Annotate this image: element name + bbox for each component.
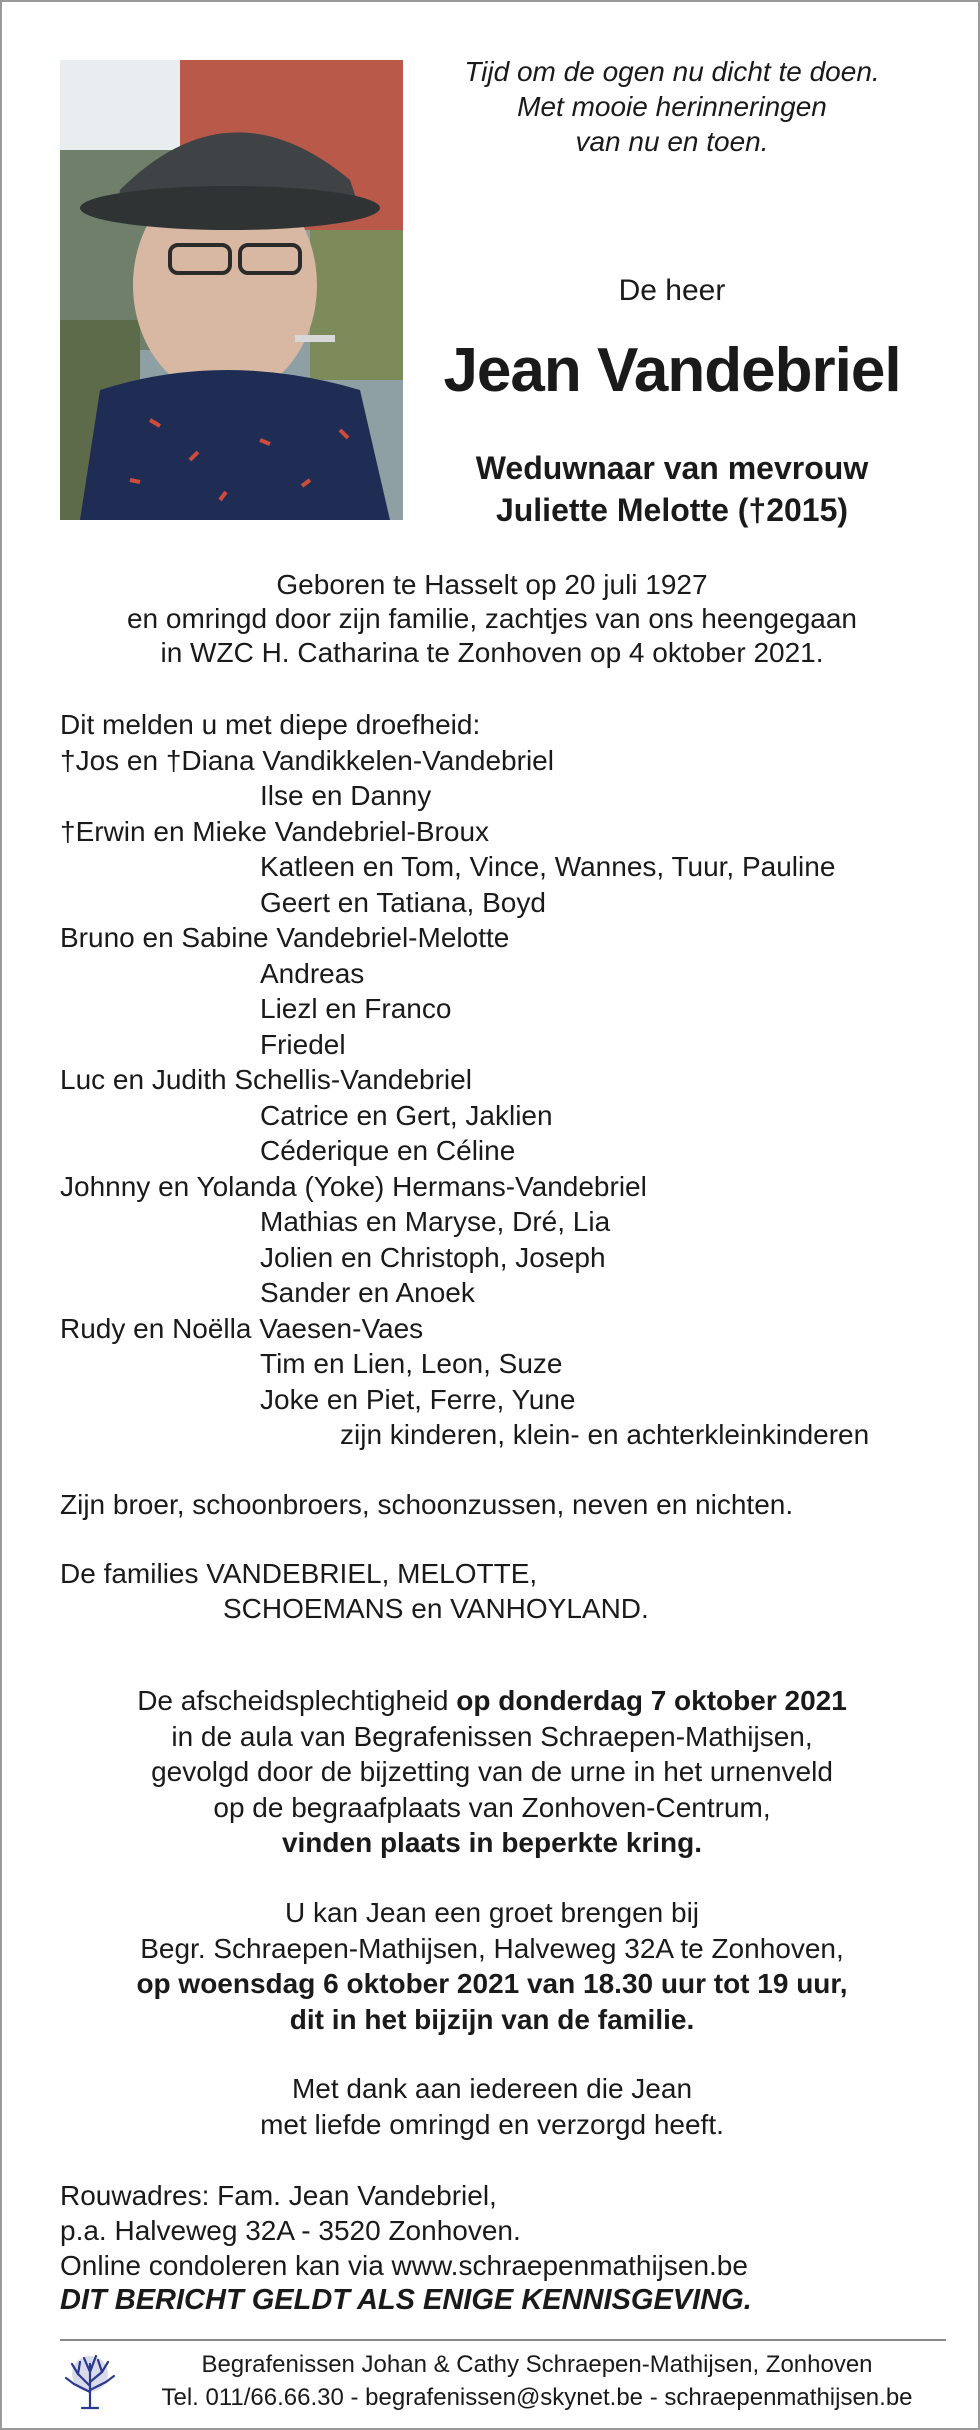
ceremony-line: vinden plaats in beperkte kring.	[281, 1827, 703, 1858]
visit-line: op woensdag 6 oktober 2021 van 18.30 uur tot 19 uur,	[136, 1968, 848, 1999]
siblings: Zijn broer, schoonbroers, schoonzussen, neven en nichten.	[60, 1489, 794, 1520]
family-line: Bruno en Sabine Vandebriel-Melotte	[60, 922, 510, 953]
family-line: Rudy en Noëlla Vaesen-Vaes	[60, 1312, 424, 1344]
deceased-name: Jean Vandebriel	[443, 336, 901, 405]
widower-line: Juliette Melotte (†2015)	[495, 492, 849, 528]
family-list	[60, 707, 960, 1453]
ceremony-line: gevolgd door de bijzetting van de urne in het urnenveld	[151, 1756, 833, 1787]
family-line: zijn kinderen, klein- en achterkleinkinderen	[340, 1419, 870, 1450]
family-line: Geert en Tatiana, Boyd	[260, 886, 546, 918]
family-line: Sander en Anoek	[260, 1277, 475, 1308]
family-line: †Erwin en Mieke Vandebriel-Broux	[60, 815, 490, 847]
family-line: Liezl en Franco	[260, 993, 452, 1024]
ceremony-info	[42, 1683, 942, 1861]
birth-line: en omringd door zijn familie, zachtjes van ons heengegaan	[126, 603, 857, 634]
ceremony-line	[42, 1683, 942, 1719]
ceremony-date: op donderdag 7 oktober 2021	[456, 1685, 847, 1716]
thanks	[42, 2071, 942, 2142]
portrait-illustration	[60, 60, 403, 520]
poem-line: Met mooie herinneringen	[517, 91, 827, 122]
family-line: Catrice en Gert, Jaklien	[260, 1099, 553, 1131]
birth-death-info	[42, 568, 942, 670]
family-line: Jolien en Christoph, Joseph	[260, 1241, 606, 1273]
undertaker-name: Begrafenissen Johan & Cathy Schraepen-Mathijsen, Zonhoven	[201, 2351, 873, 2378]
undertaker-contact: Tel. 011/66.66.30 - begrafenissen@skynet.be - schraepenmathijsen.be	[161, 2384, 913, 2411]
salutation: De heer	[618, 274, 726, 307]
birth-line: Geboren te Hasselt op 20 juli 1927	[276, 569, 708, 600]
tree-logo-icon	[62, 2352, 118, 2410]
widower-line: Weduwnaar van mevrouw	[475, 450, 869, 486]
notice: DIT BERICHT GELDT ALS ENIGE KENNISGEVING.	[60, 2284, 752, 2316]
visit-line: dit in het bijzijn van de familie.	[289, 2003, 695, 2035]
families-line: De families VANDEBRIEL, MELOTTE,	[60, 1558, 538, 1589]
mourning-address	[60, 2178, 960, 2318]
visit-line: U kan Jean een groet brengen bij	[284, 1897, 700, 1928]
ceremony-line: in de aula van Begrafenissen Schraepen-Mathijsen,	[171, 1720, 813, 1752]
family-line: Katleen en Tom, Vince, Wannes, Tuur, Pauline	[260, 851, 836, 882]
ceremony-line: op de begraafplaats van Zonhoven-Centrum,	[213, 1791, 771, 1823]
undertaker-info	[122, 2348, 952, 2414]
thanks-line: met liefde omringd en verzorgd heeft.	[260, 2108, 724, 2140]
families	[60, 1556, 960, 1626]
families-line: SCHOEMANS en VANHOYLAND.	[223, 1593, 649, 1624]
family-line: †Jos en †Diana Vandikkelen-Vandebriel	[60, 744, 554, 776]
family-line: Andreas	[260, 957, 365, 989]
family-line: Ilse en Danny	[260, 780, 432, 811]
visitation-info	[42, 1895, 942, 2037]
poem-line: van nu en toen.	[575, 126, 769, 157]
ceremony-text: De afscheidsplechtigheid	[137, 1685, 457, 1716]
family-line: Tim en Lien, Leon, Suze	[260, 1348, 563, 1379]
widower-of	[417, 447, 927, 531]
family-line: Mathias en Maryse, Dré, Lia	[260, 1206, 611, 1237]
family-line: Johnny en Yolanda (Yoke) Hermans-Vandebriel	[60, 1170, 647, 1202]
family-line: Friedel	[260, 1028, 346, 1060]
birth-line: in WZC H. Catharina te Zonhoven op 4 oktober 2021.	[160, 637, 824, 668]
thanks-line: Met dank aan iedereen die Jean	[291, 2073, 693, 2104]
family-line: Joke en Piet, Ferre, Yune	[260, 1383, 576, 1415]
address-line: Rouwadres: Fam. Jean Vandebriel,	[60, 2180, 497, 2211]
address-line: p.a. Halveweg 32A - 3520 Zonhoven.	[60, 2215, 521, 2246]
visit-line: Begr. Schraepen-Mathijsen, Halveweg 32A te Zonhoven,	[140, 1932, 844, 1964]
condolence-link[interactable]: Online condoleren kan via www.schraepenmathijsen.be	[60, 2250, 748, 2281]
footer-divider	[60, 2339, 946, 2341]
family-line: Luc en Judith Schellis-Vandebriel	[60, 1064, 472, 1095]
family-line: Céderique en Céline	[260, 1135, 516, 1166]
poem-line: Tijd om de ogen nu dicht te doen.	[464, 56, 880, 87]
poem	[417, 54, 927, 159]
portrait-photo	[60, 60, 403, 520]
family-intro: Dit melden u met diepe droefheid:	[60, 709, 481, 740]
